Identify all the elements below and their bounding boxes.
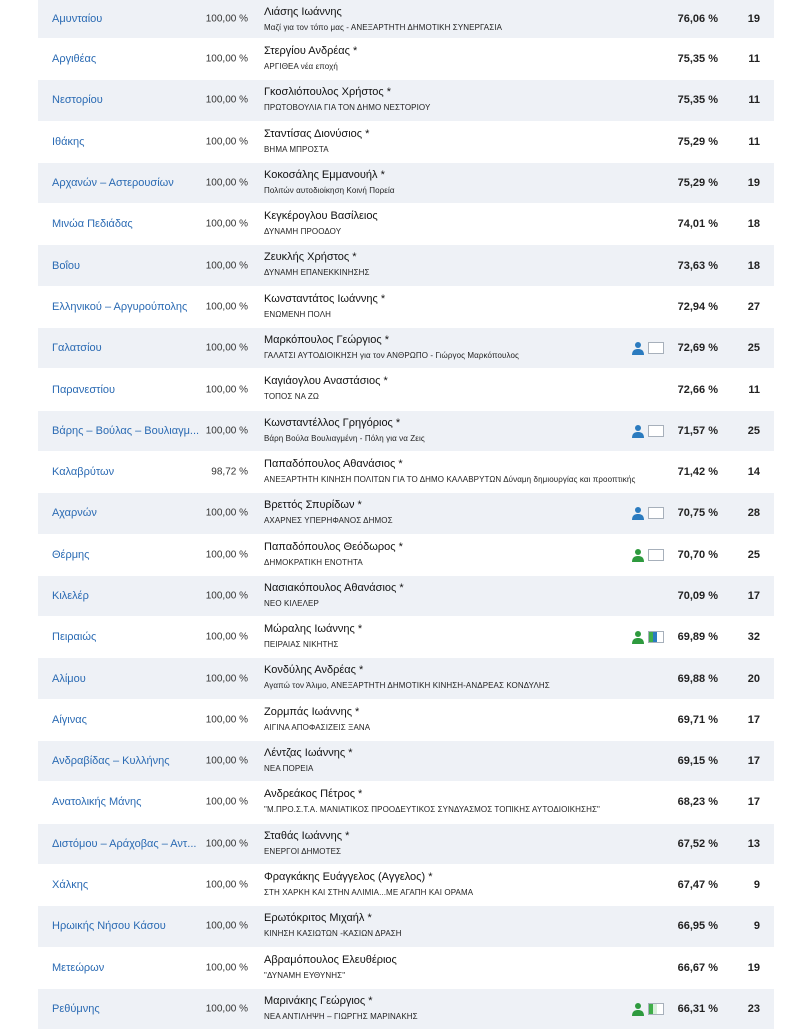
municipality-link[interactable]: Πειραιώς bbox=[52, 631, 97, 644]
table-row bbox=[38, 576, 774, 617]
seats-count: 17 bbox=[747, 755, 760, 768]
vote-percent: 70,70 % bbox=[677, 548, 718, 561]
candidate-name: Λέντζας Ιωάννης * bbox=[264, 747, 353, 760]
municipality-link[interactable]: Βοΐου bbox=[52, 259, 81, 272]
party-logo-icon bbox=[648, 549, 664, 561]
counted-percent: 100,00 % bbox=[205, 53, 248, 65]
counted-percent: 100,00 % bbox=[205, 549, 248, 561]
counted-percent: 100,00 % bbox=[205, 796, 248, 808]
affiliation-icons bbox=[631, 1001, 664, 1017]
candidate-name: Ζορμπάς Ιωάννης * bbox=[264, 705, 360, 718]
table-row bbox=[38, 39, 774, 80]
counted-percent: 100,00 % bbox=[205, 13, 248, 25]
vote-percent: 69,88 % bbox=[677, 672, 718, 685]
table-row bbox=[38, 741, 774, 782]
vote-percent: 75,35 % bbox=[677, 53, 718, 66]
party-name: ΓΑΛΑΤΣΙ ΑΥΤΟΔΙΟΙΚΗΣΗ για τον ΑΝΘΡΩΠΟ - Γιώργος Μαρκόπουλος bbox=[264, 351, 519, 361]
party-logo-icon bbox=[648, 507, 664, 519]
party-name: ΝΕΑ ΑΝΤΙΛΗΨΗ – ΓΙΩΡΓΗΣ ΜΑΡΙΝΑΚΗΣ bbox=[264, 1011, 418, 1021]
candidate-name: Μαρινάκης Γεώργιος * bbox=[264, 994, 373, 1007]
counted-percent: 100,00 % bbox=[205, 714, 248, 726]
person-icon bbox=[631, 1002, 645, 1016]
party-name: ΕΝΕΡΓΟΙ ΔΗΜΟΤΕΣ bbox=[264, 846, 342, 856]
vote-percent: 71,57 % bbox=[677, 424, 718, 437]
municipality-link[interactable]: Αίγινας bbox=[52, 713, 87, 726]
table-row bbox=[38, 369, 774, 410]
seats-count: 17 bbox=[747, 713, 760, 726]
party-name: ΠΡΩΤΟΒΟΥΛΙΑ ΓΙΑ ΤΟΝ ΔΗΜΟ ΝΕΣΤΟΡΙΟΥ bbox=[264, 103, 431, 113]
seats-count: 27 bbox=[747, 300, 760, 313]
vote-percent: 67,47 % bbox=[677, 879, 718, 892]
candidate-name: Λιάσης Ιωάννης bbox=[264, 6, 342, 18]
person-icon bbox=[631, 506, 645, 520]
party-name: ΚΙΝΗΣΗ ΚΑΣΙΩΤΩΝ -ΚΑΣΙΩΝ ΔΡΑΣΗ bbox=[264, 929, 402, 939]
vote-percent: 67,52 % bbox=[677, 837, 718, 850]
vote-percent: 76,06 % bbox=[677, 13, 718, 25]
seats-count: 11 bbox=[748, 53, 760, 66]
person-icon bbox=[631, 548, 645, 562]
counted-percent: 100,00 % bbox=[205, 962, 248, 974]
counted-percent: 100,00 % bbox=[205, 590, 248, 602]
candidate-name: Παπαδόπουλος Αθανάσιος * bbox=[264, 457, 403, 470]
party-name: ΣΤΗ ΧΑΡΚΗ ΚΑΙ ΣΤΗΝ ΑΛΙΜΙΑ...ΜΕ ΑΓΑΠΗ ΚΑΙ ΟΡΑΜΑ bbox=[264, 887, 474, 897]
counted-percent: 100,00 % bbox=[205, 1003, 248, 1015]
vote-percent: 72,69 % bbox=[677, 342, 718, 355]
results-table bbox=[38, 0, 774, 1030]
candidate-name: Κωνσταντάτος Ιωάννης * bbox=[264, 292, 386, 305]
table-row bbox=[38, 411, 774, 452]
candidate-name: Φραγκάκης Ευάγγελος (Αγγελος) * bbox=[264, 870, 433, 883]
counted-percent: 100,00 % bbox=[205, 879, 248, 891]
party-name: ΤΟΠΟΣ ΝΑ ΖΩ bbox=[264, 392, 319, 402]
municipality-link[interactable]: Ανατολικής Μάνης bbox=[52, 796, 142, 809]
seats-count: 19 bbox=[747, 13, 760, 25]
municipality-link[interactable]: Αρχανών – Αστερουσίων bbox=[52, 177, 174, 190]
table-row bbox=[38, 452, 774, 493]
municipality-link[interactable]: Ελληνικού – Αργυρούπολης bbox=[52, 300, 188, 313]
seats-count: 28 bbox=[747, 507, 760, 520]
table-row bbox=[38, 865, 774, 906]
counted-percent: 100,00 % bbox=[205, 342, 248, 354]
candidate-name: Νασιακόπουλος Αθανάσιος * bbox=[264, 581, 404, 594]
counted-percent: 100,00 % bbox=[205, 260, 248, 272]
seats-count: 25 bbox=[747, 342, 760, 355]
candidate-name: Κωνσταντέλλος Γρηγόριος * bbox=[264, 416, 401, 429]
party-name: Μαζί για τον τόπο μας - ΑΝΕΞΑΡΤΗΤΗ ΔΗΜΟΤΙΚΗ ΣΥΝΕΡΓΑΣΙΑ bbox=[264, 23, 503, 32]
seats-count: 32 bbox=[747, 631, 760, 644]
party-name: ΠΕΙΡΑΙΑΣ ΝΙΚΗΤΗΣ bbox=[264, 640, 339, 650]
affiliation-icons bbox=[631, 547, 664, 563]
municipality-link[interactable]: Ηρωικής Νήσου Κάσου bbox=[52, 920, 166, 933]
counted-percent: 100,00 % bbox=[205, 507, 248, 519]
municipality-link[interactable]: Ανδραβίδας – Κυλλήνης bbox=[52, 755, 170, 768]
candidate-name: Βρεττός Σπυρίδων * bbox=[264, 499, 362, 512]
party-logo-icon bbox=[648, 631, 664, 643]
party-name: ΒΗΜΑ ΜΠΡΟΣΤΑ bbox=[264, 144, 329, 154]
vote-percent: 75,35 % bbox=[677, 94, 718, 107]
affiliation-icons bbox=[631, 629, 664, 645]
table-row bbox=[38, 287, 774, 328]
candidate-name: Αβραμόπουλος Ελευθέριος bbox=[264, 953, 397, 966]
party-name: ΑΡΓΙΘΕΑ νέα εποχή bbox=[264, 62, 338, 71]
counted-percent: 100,00 % bbox=[205, 218, 248, 230]
vote-percent: 72,66 % bbox=[677, 383, 718, 396]
municipality-link[interactable]: Διστόμου – Αράχοβας – Αντ... bbox=[52, 837, 197, 850]
municipality-link[interactable]: Θέρμης bbox=[52, 548, 90, 561]
vote-percent: 75,29 % bbox=[677, 135, 718, 148]
municipality-link[interactable]: Αλίμου bbox=[52, 672, 86, 685]
table-row bbox=[38, 782, 774, 823]
party-name: Βάρη Βούλα Βουλιαγμένη - Πόλη για να Ζεις bbox=[264, 433, 425, 443]
party-name: ΕΝΩΜΕΝΗ ΠΟΛΗ bbox=[264, 309, 332, 319]
vote-percent: 66,31 % bbox=[677, 1002, 718, 1015]
party-name: ΔΥΝΑΜΗ ΠΡΟΟΔΟΥ bbox=[264, 227, 342, 237]
municipality-link[interactable]: Αχαρνών bbox=[52, 507, 97, 520]
candidate-name: Κεγκέρογλου Βασίλειος bbox=[264, 210, 378, 223]
party-name: Αγαπώ τον Άλιμο, ΑΝΕΞΑΡΤΗΤΗ ΔΗΜΟΤΙΚΗ ΚΙΝΗΣΗ-ΑΝΔΡΕΑΣ ΚΟΝΔΥΛΗΣ bbox=[264, 681, 550, 691]
seats-count: 25 bbox=[747, 424, 760, 437]
seats-count: 23 bbox=[747, 1002, 760, 1015]
seats-count: 13 bbox=[747, 837, 760, 850]
seats-count: 9 bbox=[753, 879, 760, 892]
municipality-link[interactable]: Ιθάκης bbox=[52, 135, 85, 148]
seats-count: 17 bbox=[747, 590, 760, 602]
seats-count: 18 bbox=[747, 218, 760, 231]
affiliation-icons bbox=[631, 505, 664, 521]
candidate-name: Σταθάς Ιωάννης * bbox=[264, 829, 350, 842]
table-row bbox=[38, 906, 774, 947]
vote-percent: 68,23 % bbox=[677, 796, 718, 809]
candidate-name: Καγιάογλου Αναστάσιος * bbox=[264, 375, 388, 388]
affiliation-icons bbox=[631, 340, 664, 356]
counted-percent: 100,00 % bbox=[205, 425, 248, 437]
seats-count: 9 bbox=[753, 920, 760, 933]
seats-count: 14 bbox=[747, 466, 760, 479]
vote-percent: 70,75 % bbox=[677, 507, 718, 520]
table-row bbox=[38, 328, 774, 369]
table-row bbox=[38, 0, 774, 39]
counted-percent: 100,00 % bbox=[205, 177, 248, 189]
vote-percent: 73,63 % bbox=[677, 259, 718, 272]
party-logo-icon bbox=[648, 425, 664, 437]
table-row bbox=[38, 700, 774, 741]
candidate-name: Κοκοσάλης Εμμανουήλ * bbox=[264, 168, 385, 181]
party-name: ΝΕΟ ΚΙΛΕΛΕΡ bbox=[264, 598, 319, 608]
vote-percent: 70,09 % bbox=[677, 590, 718, 602]
candidate-name: Ερωτόκριτος Μιχαήλ * bbox=[264, 912, 372, 925]
vote-percent: 75,29 % bbox=[677, 177, 718, 190]
table-row bbox=[38, 658, 774, 699]
party-logo-icon bbox=[648, 1003, 664, 1015]
seats-count: 11 bbox=[748, 94, 760, 107]
counted-percent: 100,00 % bbox=[205, 94, 248, 106]
candidate-name: Παπαδόπουλος Θεόδωρος * bbox=[264, 540, 403, 553]
municipality-link[interactable]: Κιλελέρ bbox=[52, 590, 89, 602]
party-name: ΔΗΜΟΚΡΑΤΙΚΗ ΕΝΟΤΗΤΑ bbox=[264, 557, 363, 567]
candidate-name: Στεργίου Ανδρέας * bbox=[264, 45, 358, 57]
municipality-link[interactable]: Χάλκης bbox=[52, 879, 89, 892]
vote-percent: 66,67 % bbox=[677, 961, 718, 974]
table-row bbox=[38, 80, 774, 121]
table-row bbox=[38, 163, 774, 204]
party-name: ΑΙΓΙΝΑ ΑΠΟΦΑΣΙΖΕΙΣ ΞΑΝΑ bbox=[264, 722, 371, 732]
seats-count: 19 bbox=[747, 961, 760, 974]
candidate-name: Μώραλης Ιωάννης * bbox=[264, 623, 363, 636]
seats-count: 19 bbox=[747, 177, 760, 190]
vote-percent: 74,01 % bbox=[677, 218, 718, 231]
table-row bbox=[38, 617, 774, 658]
municipality-link[interactable]: Καλαβρύτων bbox=[52, 466, 115, 479]
vote-percent: 72,94 % bbox=[677, 300, 718, 313]
party-name: "Μ.ΠΡΟ.Σ.Τ.Α. ΜΑΝΙΑΤΙΚΟΣ ΠΡΟΟΔΕΥΤΙΚΟΣ ΣΥΝΔΥΑΣΜΟΣ ΤΟΠΙΚΗΣ ΑΥΤΟΔΙΟΙΚΗΣΗΣ" bbox=[264, 805, 600, 815]
person-icon bbox=[631, 630, 645, 644]
municipality-link[interactable]: Αμυνταίου bbox=[52, 13, 103, 25]
seats-count: 18 bbox=[747, 259, 760, 272]
municipality-link[interactable]: Νεστορίου bbox=[52, 94, 103, 107]
vote-percent: 69,71 % bbox=[677, 713, 718, 726]
counted-percent: 100,00 % bbox=[205, 301, 248, 313]
seats-count: 11 bbox=[748, 135, 760, 148]
candidate-name: Ζευκλής Χρήστος * bbox=[264, 251, 357, 264]
party-name: ΑΝΕΞΑΡΤΗΤΗ ΚΙΝΗΣΗ ΠΟΛΙΤΩΝ ΓΙΑ ΤΟ ΔΗΜΟ ΚΑΛΑΒΡΥΤΩΝ Δύναμη δημιουργίας και προοπτικής bbox=[264, 474, 636, 484]
counted-percent: 100,00 % bbox=[205, 384, 248, 396]
party-name: ΔΥΝΑΜΗ ΕΠΑΝΕΚΚΙΝΗΣΗΣ bbox=[264, 268, 370, 278]
party-name: "ΔΥΝΑΜΗ ΕΥΘΥΝΗΣ" bbox=[264, 970, 346, 980]
party-name: ΝΕΑ ΠΟΡΕΙΑ bbox=[264, 764, 314, 774]
counted-percent: 100,00 % bbox=[205, 631, 248, 643]
table-row bbox=[38, 535, 774, 576]
table-row bbox=[38, 493, 774, 534]
counted-percent: 100,00 % bbox=[205, 755, 248, 767]
candidate-name: Γκοσλιόπουλος Χρήστος * bbox=[264, 86, 392, 99]
table-row bbox=[38, 948, 774, 989]
affiliation-icons bbox=[631, 423, 664, 439]
candidate-name: Μαρκόπουλος Γεώργιος * bbox=[264, 334, 389, 347]
counted-percent: 100,00 % bbox=[205, 838, 248, 850]
vote-percent: 69,15 % bbox=[677, 755, 718, 768]
vote-percent: 69,89 % bbox=[677, 631, 718, 644]
table-row bbox=[38, 122, 774, 163]
municipality-link[interactable]: Βάρης – Βούλας – Βουλιαγμ... bbox=[52, 424, 200, 437]
table-row bbox=[38, 245, 774, 286]
person-icon bbox=[631, 341, 645, 355]
municipality-link[interactable]: Ρεθύμνης bbox=[52, 1002, 100, 1015]
counted-percent: 98,72 % bbox=[211, 466, 248, 478]
party-name: Πολιτών αυτοδιοίκηση Κοινή Πορεία bbox=[264, 185, 395, 195]
municipality-link[interactable]: Μινώα Πεδιάδας bbox=[52, 218, 133, 231]
counted-percent: 100,00 % bbox=[205, 136, 248, 148]
seats-count: 25 bbox=[747, 548, 760, 561]
seats-count: 11 bbox=[748, 383, 760, 396]
municipality-link[interactable]: Παρανεστίου bbox=[52, 383, 116, 396]
party-name: ΑΧΑΡΝΕΣ ΥΠΕΡΗΦΑΝΟΣ ΔΗΜΟΣ bbox=[264, 516, 393, 526]
seats-count: 17 bbox=[747, 796, 760, 809]
candidate-name: Κονδύλης Ανδρέας * bbox=[264, 664, 364, 677]
person-icon bbox=[631, 424, 645, 438]
vote-percent: 71,42 % bbox=[677, 466, 718, 479]
candidate-name: Σταντίσας Διονύσιος * bbox=[264, 127, 370, 140]
counted-percent: 100,00 % bbox=[205, 673, 248, 685]
vote-percent: 66,95 % bbox=[677, 920, 718, 933]
seats-count: 20 bbox=[747, 672, 760, 685]
municipality-link[interactable]: Μετεώρων bbox=[52, 961, 105, 974]
municipality-link[interactable]: Γαλατσίου bbox=[52, 342, 102, 355]
candidate-name: Ανδρεάκος Πέτρος * bbox=[264, 788, 363, 801]
counted-percent: 100,00 % bbox=[205, 920, 248, 932]
municipality-link[interactable]: Αργιθέας bbox=[52, 53, 97, 66]
table-row bbox=[38, 204, 774, 245]
table-row bbox=[38, 824, 774, 865]
party-logo-icon bbox=[648, 342, 664, 354]
